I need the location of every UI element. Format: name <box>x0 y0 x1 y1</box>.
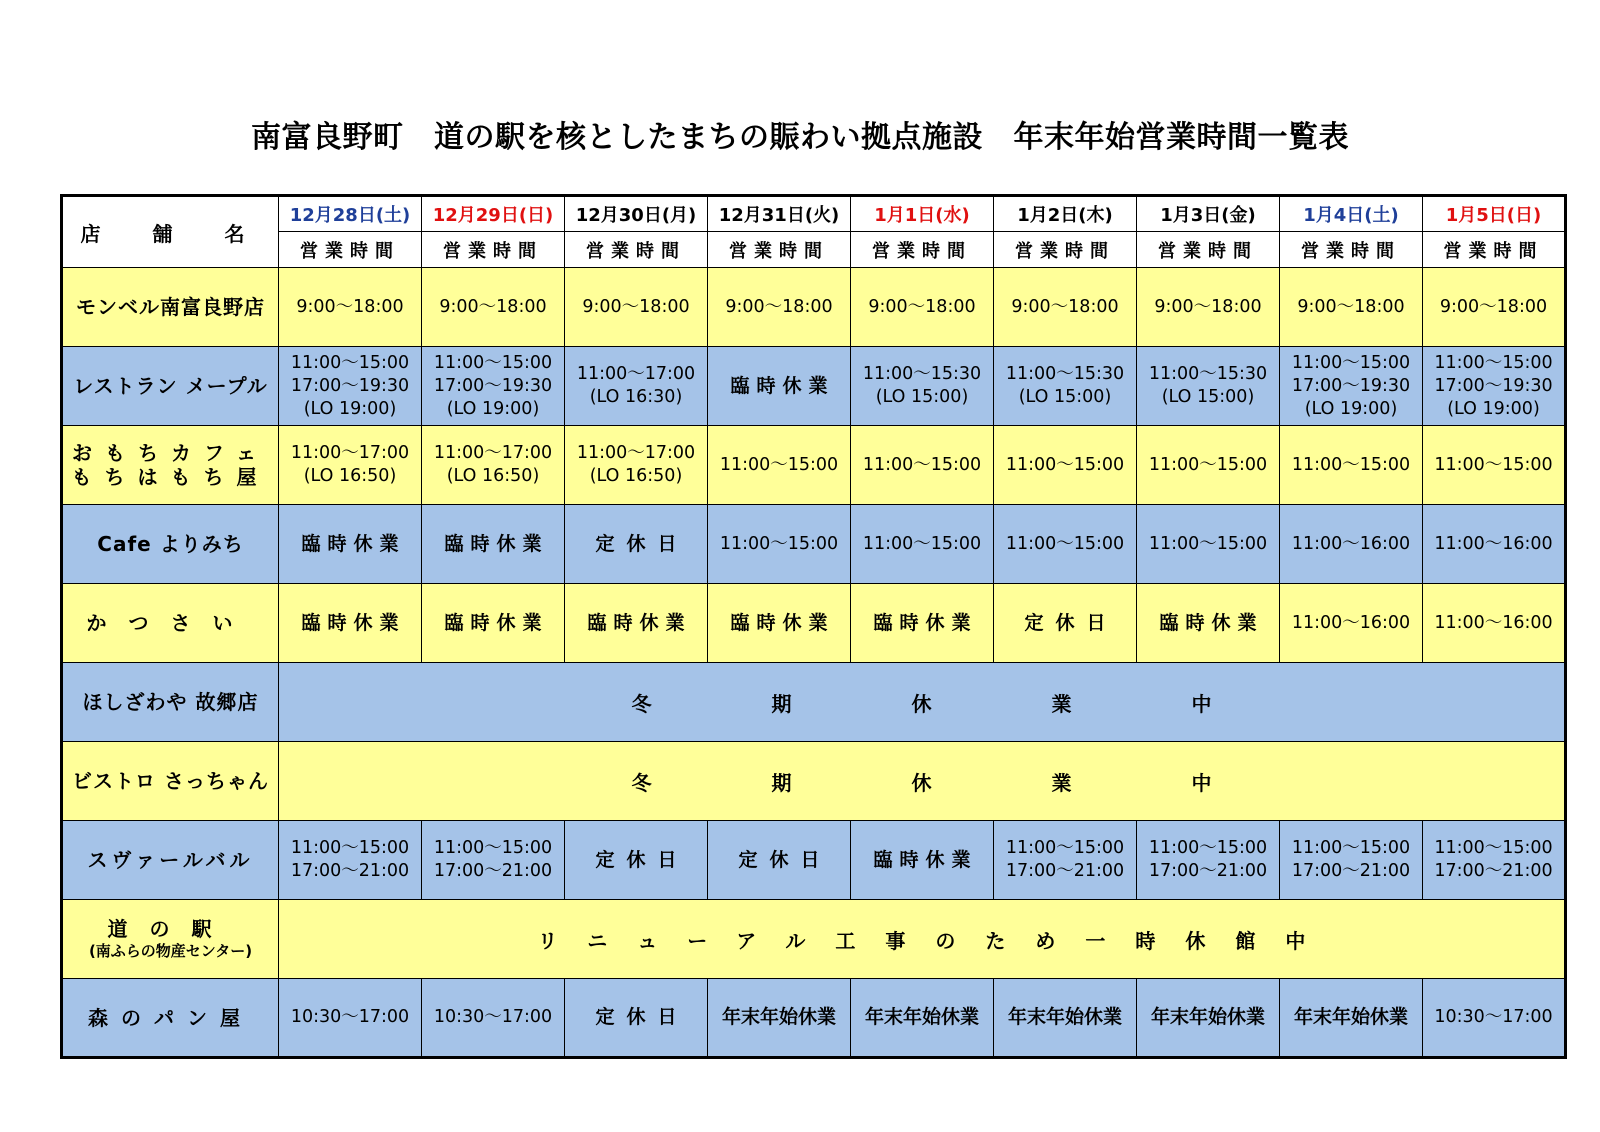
hours-cell: 臨時休業 <box>851 821 994 900</box>
date-header: 12月28日(土) <box>279 196 422 232</box>
table-row <box>62 268 1566 347</box>
hours-cell: 年末年始休業 <box>851 979 994 1058</box>
hours-cell: 年末年始休業 <box>994 979 1137 1058</box>
hours-label: 営業時間 <box>851 232 994 268</box>
table-row <box>62 663 1566 742</box>
store-name-text: スヴァールバル <box>87 848 254 872</box>
date-header: 12月29日(日) <box>422 196 565 232</box>
hours-cell: 臨時休業 <box>422 584 565 663</box>
hours-cell: 11:00～16:00 <box>1423 584 1566 663</box>
hours-cell: 定休日 <box>708 821 851 900</box>
hours-cell: 9:00～18:00 <box>1423 268 1566 347</box>
table-row <box>62 821 1566 900</box>
hours-label: 営業時間 <box>994 232 1137 268</box>
store-name <box>62 821 279 900</box>
hours-cell: 11:00～15:00 <box>1137 505 1280 584</box>
store-name <box>62 426 279 505</box>
hours-label: 営業時間 <box>1137 232 1280 268</box>
page-title: 南富良野町 道の駅を核としたまちの賑わい拠点施設 年末年始営業時間一覧表 <box>251 120 1349 155</box>
store-name-header: 店 舗 名 <box>62 196 279 268</box>
hours-cell: 10:30～17:00 <box>1423 979 1566 1058</box>
store-name-text: ビストロ さっちゃん <box>72 769 269 793</box>
hours-cell: 11:00～16:00 <box>1423 505 1566 584</box>
store-name-text: レストラン メープル <box>73 374 268 398</box>
date-header-row <box>62 196 1566 232</box>
store-name <box>62 663 279 742</box>
hours-cell: 11:00～16:00 <box>1280 584 1423 663</box>
hours-cell: 9:00～18:00 <box>1137 268 1280 347</box>
hours-cell: 11:00～15:00 17:00～21:00 <box>1423 821 1566 900</box>
store-name <box>62 347 279 426</box>
hours-label: 営業時間 <box>279 232 422 268</box>
date-header: 1月1日(水) <box>851 196 994 232</box>
hours-cell: 臨時休業 <box>279 584 422 663</box>
store-name-text: モンベル南富良野店 <box>76 295 265 319</box>
date-header: 12月30日(月) <box>565 196 708 232</box>
hours-cell: 臨時休業 <box>422 505 565 584</box>
hours-cell: 11:00～15:00 17:00～21:00 <box>994 821 1137 900</box>
hours-cell: 11:00～15:00 <box>1423 426 1566 505</box>
hours-cell: 年末年始休業 <box>1137 979 1280 1058</box>
hours-cell: 11:00～15:00 17:00～19:30 (LO 19:00) <box>1280 347 1423 426</box>
closure-notice: リニューアル工事のため一時休館中 <box>279 900 1566 979</box>
store-name <box>62 505 279 584</box>
hours-cell: 9:00～18:00 <box>1280 268 1423 347</box>
hours-cell: 11:00～15:00 17:00～19:30 (LO 19:00) <box>279 347 422 426</box>
hours-cell: 11:00～15:00 17:00～21:00 <box>1280 821 1423 900</box>
store-name <box>62 268 279 347</box>
hours-cell: 9:00～18:00 <box>565 268 708 347</box>
hours-label: 営業時間 <box>708 232 851 268</box>
hours-cell: 11:00～15:00 17:00～21:00 <box>279 821 422 900</box>
table-row <box>62 742 1566 821</box>
hours-cell: 11:00～17:00 (LO 16:30) <box>565 347 708 426</box>
hours-cell: 11:00～15:00 <box>851 426 994 505</box>
store-name-text: 道の駅 <box>107 917 234 941</box>
table-row <box>62 426 1566 505</box>
hours-cell: 臨時休業 <box>1137 584 1280 663</box>
hours-cell: 定休日 <box>565 821 708 900</box>
hours-cell: 11:00～15:00 17:00～21:00 <box>422 821 565 900</box>
table-row <box>62 584 1566 663</box>
hours-cell: 11:00～15:30 (LO 15:00) <box>1137 347 1280 426</box>
hours-cell: 9:00～18:00 <box>422 268 565 347</box>
hours-cell: 11:00～15:00 <box>994 505 1137 584</box>
date-header: 12月31日(火) <box>708 196 851 232</box>
store-name-text: もちはもち屋 <box>71 465 270 489</box>
hours-cell: 臨時休業 <box>279 505 422 584</box>
hours-cell: 年末年始休業 <box>708 979 851 1058</box>
hours-cell: 定休日 <box>994 584 1137 663</box>
store-name-text: かつさい <box>86 611 255 635</box>
hours-cell: 臨時休業 <box>708 347 851 426</box>
hours-cell: 11:00～15:00 <box>994 426 1137 505</box>
store-name <box>62 584 279 663</box>
date-header: 1月5日(日) <box>1423 196 1566 232</box>
hours-cell: 11:00～15:00 <box>1280 426 1423 505</box>
store-name-text: おもちカフェ <box>72 441 269 465</box>
hours-cell: 11:00～17:00 (LO 16:50) <box>565 426 708 505</box>
hours-label: 営業時間 <box>422 232 565 268</box>
hours-cell: 10:30～17:00 <box>279 979 422 1058</box>
hours-cell: 定休日 <box>565 505 708 584</box>
table-row <box>62 900 1566 979</box>
store-name-text: 森のパン屋 <box>88 1005 253 1030</box>
hours-cell: 11:00～17:00 (LO 16:50) <box>279 426 422 505</box>
date-header: 1月3日(金) <box>1137 196 1280 232</box>
hours-cell: 11:00～17:00 (LO 16:50) <box>422 426 565 505</box>
date-header: 1月2日(木) <box>994 196 1137 232</box>
hours-cell: 11:00～15:00 <box>851 505 994 584</box>
schedule-table <box>60 194 1567 1059</box>
hours-cell: 11:00～15:30 (LO 15:00) <box>851 347 994 426</box>
table-row <box>62 505 1566 584</box>
hours-cell: 9:00～18:00 <box>994 268 1137 347</box>
store-name <box>62 979 279 1058</box>
hours-cell: 11:00～15:00 17:00～21:00 <box>1137 821 1280 900</box>
hours-cell: 11:00～15:00 17:00～19:30 (LO 19:00) <box>422 347 565 426</box>
hours-label: 営業時間 <box>1280 232 1423 268</box>
hours-cell: 臨時休業 <box>708 584 851 663</box>
hours-label: 営業時間 <box>565 232 708 268</box>
hours-cell: 臨時休業 <box>851 584 994 663</box>
store-name-text: ほしざわや 故郷店 <box>82 690 259 714</box>
store-name <box>62 742 279 821</box>
hours-cell: 11:00～16:00 <box>1280 505 1423 584</box>
hours-cell: 臨時休業 <box>565 584 708 663</box>
hours-header-row <box>62 232 1566 268</box>
hours-cell: 9:00～18:00 <box>279 268 422 347</box>
hours-cell: 10:30～17:00 <box>422 979 565 1058</box>
closure-notice: 冬期休業中 <box>279 663 1566 742</box>
hours-cell: 11:00～15:00 <box>708 426 851 505</box>
hours-cell: 9:00～18:00 <box>708 268 851 347</box>
hours-cell: 9:00～18:00 <box>851 268 994 347</box>
hours-cell: 11:00～15:00 17:00～19:30 (LO 19:00) <box>1423 347 1566 426</box>
hours-cell: 定休日 <box>565 979 708 1058</box>
store-name <box>62 900 279 979</box>
hours-cell: 年末年始休業 <box>1280 979 1423 1058</box>
store-name-text: (南ふらの物産センター) <box>88 942 253 960</box>
date-header: 1月4日(土) <box>1280 196 1423 232</box>
table-row <box>62 347 1566 426</box>
hours-cell: 11:00～15:00 <box>1137 426 1280 505</box>
closure-notice: 冬期休業中 <box>279 742 1566 821</box>
hours-label: 営業時間 <box>1423 232 1566 268</box>
store-name-text: Cafe よりみち <box>97 532 244 556</box>
table-row <box>62 979 1566 1058</box>
hours-cell: 11:00～15:30 (LO 15:00) <box>994 347 1137 426</box>
hours-cell: 11:00～15:00 <box>708 505 851 584</box>
